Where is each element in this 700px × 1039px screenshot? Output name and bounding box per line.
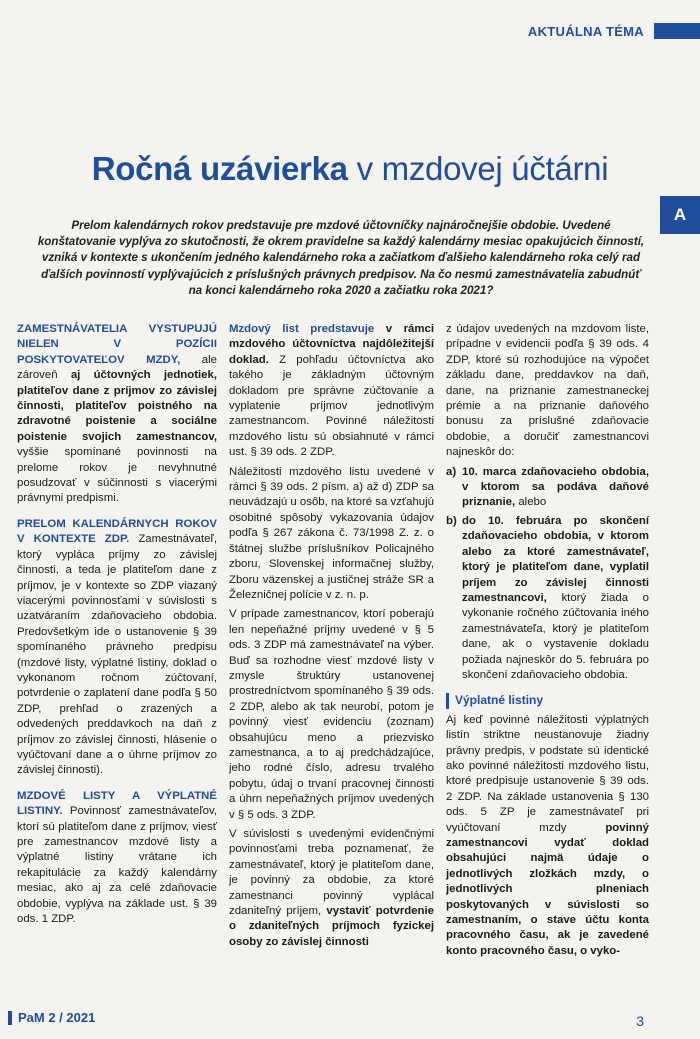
section-letter-tab: A — [660, 196, 700, 234]
col3-p2-text: Aj keď povinné náležitosti výplatných listín striktne neustanovuje žiadny právny predpis, v podstate sú identické ako povinné náležitosti mzdového listu, ktoré predpisuje ustanovenie § 39 ods. 2 ZDP. Na základe ustanovenia § 130 ods. 5 ZP je zamestnávateľ pri vyúčtovaní mzdy — [446, 713, 649, 834]
column-3 — [446, 322, 649, 963]
list-item-label: a) — [446, 465, 457, 478]
column-2 — [229, 322, 434, 954]
col3-p2-bold: povinný zamestnancovi vydať doklad obsahujúci najmä údaje o jednotlivých zložkách mzdy, o jednotlivých plneniach poskytovaných v súvislosti so zamestnaním, o stave účtu konta pracovného času, ak je zavedené konto pracovného času, o vyko- — [446, 821, 649, 957]
topic-header — [528, 18, 700, 44]
col2-h-rest: v rámci mzdového účtovníctva najdôležitejší doklad. — [229, 323, 434, 366]
col2-paragraph-2: Náležitosti mzdového listu uvedené v rámci § 39 ods. 2 písm. a) až d) ZDP sa neuvádzajú u osôb, na ktoré sa vzťahujú osobitné spôsoby vykazovania údajov podľa § 267 zákona č. 73/1998 Z. z. o štátnej službe príslušníkov Policajného zboru, Slovenskej informačnej služby, Zboru väzenskej a justičnej stráže SR a Železničnej polície v z. n. p. — [229, 465, 435, 601]
list-item-bold: 10. marca zdaňovacieho obdobia, v ktorom sa podáva daňové priznanie, — [462, 465, 649, 509]
col1-paragraph-1 — [17, 322, 217, 507]
col2-p4-bold: vystaviť potvrdenie o zdaniteľných príjmoch fyzickej osoby zo závislej činnosti — [229, 905, 434, 948]
col2-paragraph-4 — [229, 827, 434, 950]
footer-mark — [8, 1011, 12, 1025]
col1-p2-text: Zamestnávateľ, ktorý vypláca príjmy zo závislej činnosti, a teda je platiteľom dane z príjmov, je v kontexte so ZDP viazaný viacerými povinnosťami v súvislosti s uzatváraním zdaňovacieho obdobia. Predovšetkým ide o ustanovenie § 39 spomínaného právneho predpisu (mzdové listy, výplatné listiny, doklad o vykonanom ročnom zúčtovaní, potvrdenie o zaplatení dane podľa § 50 ZDP, prehľad o zrazených a odvedených preddavkoch na daň z príjmov zo závislej činnosti, hlásenie o vyúčtovaní dane a o úhrne príjmov zo závislej činnosti). — [17, 533, 217, 777]
title-bold: Ročná uzávierka — [91, 150, 348, 187]
col3-paragraph-1: z údajov uvedených na mzdovom liste, prípadne v evidencii podľa § 39 ods. 4 ZDP, ktoré sú rozhodujúce na výpočet základu dane, preddavkov na daň, dane, na priznanie zamestnaneckej prémie a na priznanie daňového bonusu za príslušné zdaňovacie obdobie, a doručiť zamestnancovi najneskôr do: — [446, 323, 649, 459]
col3-paragraph-2 — [446, 713, 649, 960]
section-heading: Výplatné listiny — [446, 693, 649, 708]
col2-p1: Z pohľadu účtovníctva ako takého je základným účtovným dokladom pre správne zúčtovanie a vyplatenie príjmov jednotlivým zamestnancom. Povinné náležitosti mzdového listu sú obsiahnuté v rámci ust. § 39 ods. 2 ZDP. — [229, 353, 434, 459]
article-title — [0, 150, 700, 188]
list-item-bold: do 10. februára po skončení zdaňovacieho obdobia, v ktorom alebo za ktoré zamestnávateľ, ktorý je platiteľom dane, vyplatil príjem zo závislej činnosti zamestnancovi, — [462, 514, 649, 604]
col1-p1-bold2: aj účtovných jednotiek, platiteľov dane z príjmov zo závislej činnosti, platiteľov poistného na zdravotné poistenie a sociálne poistenie svojich zamestnancov, — [17, 369, 217, 443]
col1-p3-text: Povinnosť zamestnávateľov, ktorí sú platiteľom dane z príjmov, viesť pre zamestnancov mzdové listy a výplatné listiny vrátane ich rekapitulácie za každý kalendárny mesiac, ako aj za celé zdaňovacie obdobie, vyplýva na základe ust. § 39 ods. 1 ZDP. — [17, 805, 217, 926]
col1-p1-bold: ZAMESTNÁVATELIA VYSTUPUJÚ NIELEN V POZÍCII POSKYTOVATEĽOV MZDY, — [17, 323, 217, 366]
list-item-label: b) — [446, 514, 457, 527]
list-item — [446, 465, 649, 511]
col2-paragraph-1 — [229, 322, 434, 461]
topic-bar — [654, 23, 700, 39]
col2-paragraph-3: V prípade zamestnancov, ktorí poberajú len nepeňažné príjmy uvedené v § 5 ods. 3 ZDP má zamestnávateľ na výber. Buď sa rozhodne viesť mzdové listy v zmysle štruktúry ustanovenej prostredníctvom spomínaného § 39 ods. 2 ZDP, alebo ak tak neurobí, potom je povinný viesť evidenciu (zoznam) obsahujúcu meno a priezvisko zamestnanca, a to aj predchádzajúce, jeho rodné číslo, adresu trvalého pobytu, údaj o trvaní pracovnej činnosti a úhrn nepeňažných príjmov uvedených v § 5 ods. 3 ZDP. — [229, 608, 434, 821]
col1-p1-end: vyššie spomínané povinnosti na prelome rokov je nevyhnutné posudzovať v súčinnosti s viacerými právnymi predpismi. — [17, 446, 217, 505]
list-item-end: ktorý žiada o vykonanie ročného zúčtovania iného zamestnávateľa, ktorý je platiteľom dane, ak o vystavenie dokladu požiada najneskôr do 5. februára po skončení zdaňovacieho obdobia. — [462, 591, 649, 681]
col2-h-bold: Mzdový list predstavuje — [229, 323, 375, 335]
title-rest: v mzdovej účtárni — [347, 150, 609, 187]
journal-issue: PaM 2 / 2021 — [18, 1010, 96, 1025]
col1-p3-bold: MZDOVÉ LISTY A VÝPLATNÉ LISTINY. — [17, 789, 217, 818]
footer-journal — [8, 1010, 95, 1025]
topic-label: AKTUÁLNA TÉMA — [527, 23, 644, 39]
column-1 — [17, 322, 217, 931]
col1-paragraph-3 — [17, 789, 217, 928]
col1-p2-bold: PRELOM KALENDÁRNYCH ROKOV V KONTEXTE ZDP. — [17, 517, 217, 546]
deadline-list — [446, 465, 649, 684]
list-item-end: alebo — [515, 496, 547, 509]
page-number: 3 — [636, 1013, 644, 1029]
col1-paragraph-2 — [17, 517, 217, 779]
col1-p1-mid: ale zároveň — [17, 353, 217, 382]
article-lead: Prelom kalendárnych rokov predstavuje pre mzdové účtovníčky najnáročnejšie obdobie. Uvedené konštatovanie vyplýva zo skutočnosti, že okrem pravidelne sa každý kalendárny mesiac opakujúcich činností, vzniká v kontexte s ukončením jedného kalendárneho roka a začiatkom ďalšieho kalendárneho roka celý rad ďalších povinností vyplývajúcich z príslušných právnych predpisov. Na čo nesmú zamestnávatelia zabudnúť na konci kalendárneho roka 2020 a začiatku roka 2021? — [37, 219, 645, 297]
list-item — [446, 514, 649, 683]
col2-p4-text: V súvislosti s uvedenými evidenčnými povinnosťami treba poznamenať, že zamestnávateľ, ktorý je platiteľom dane, je povinný za obdobie, za ktoré zamestnanci povinný vyplácal zdaniteľný príjem, — [229, 828, 434, 918]
